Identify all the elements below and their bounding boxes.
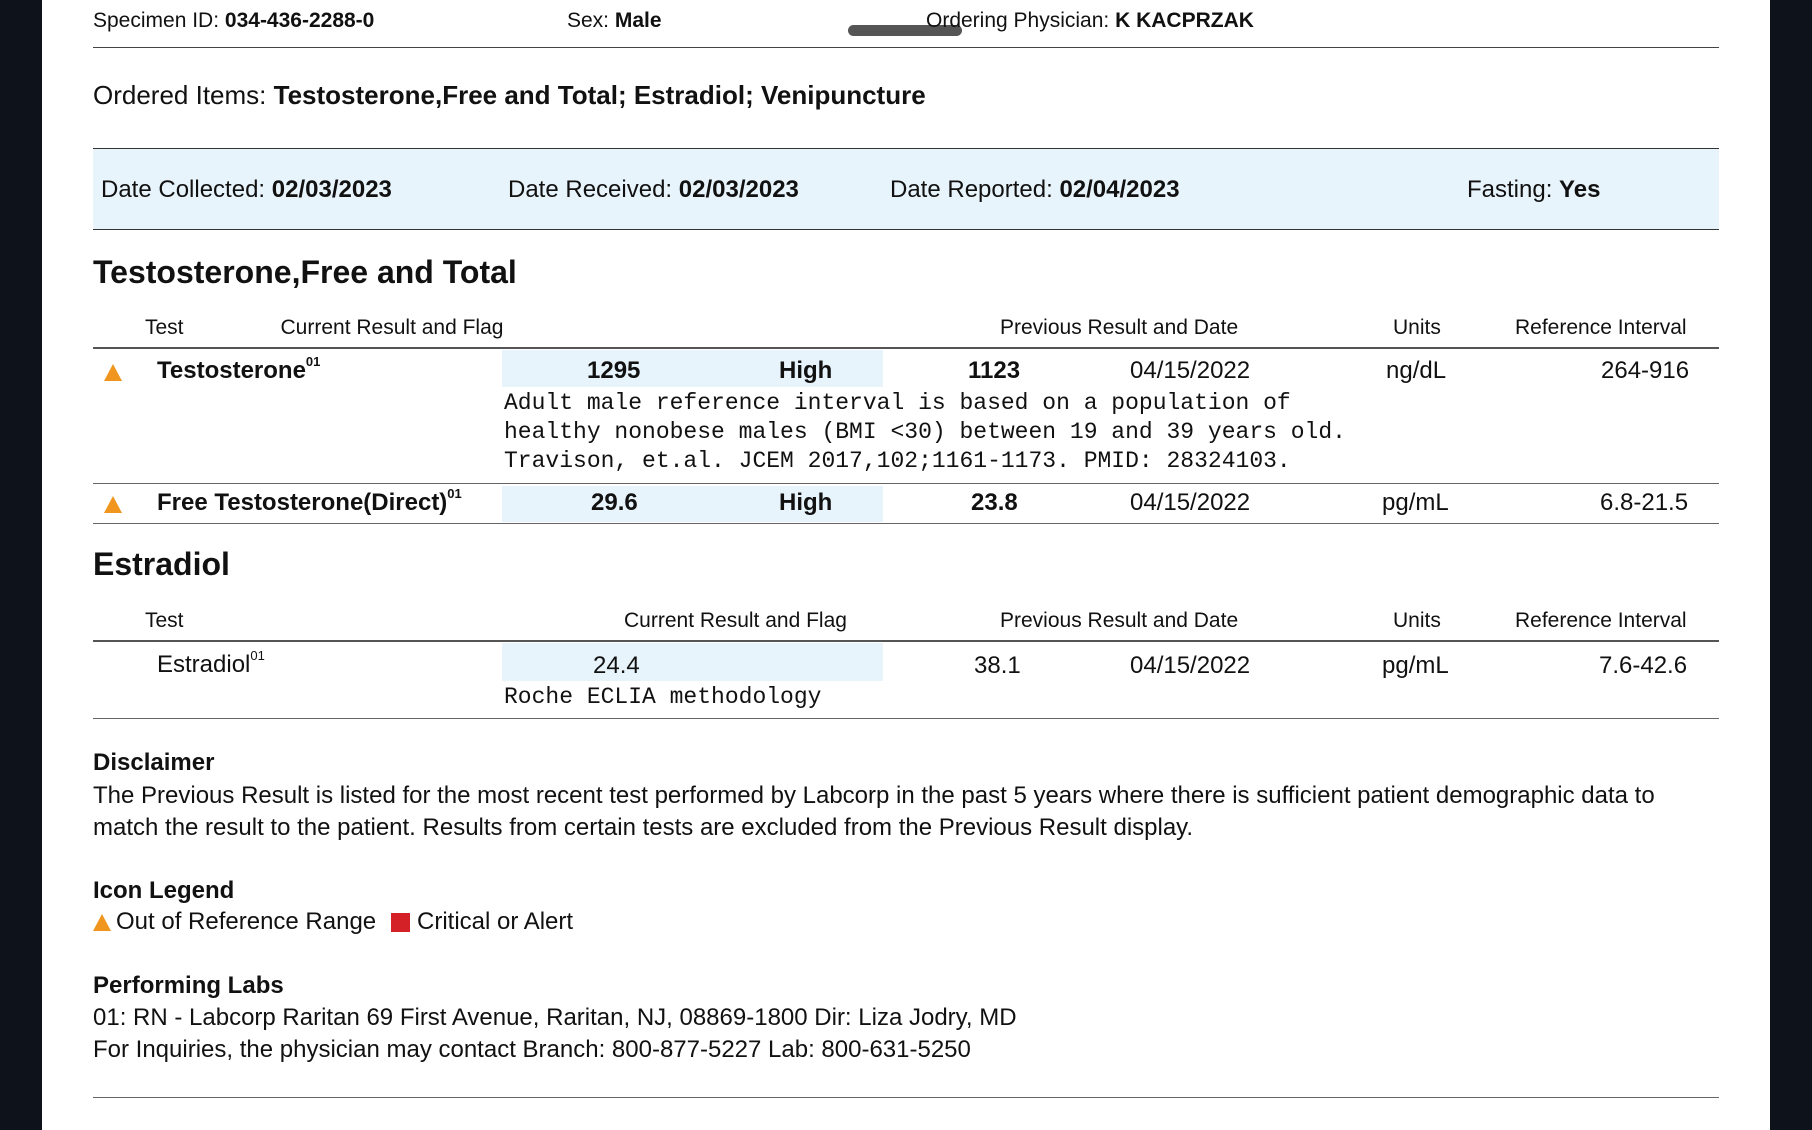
current-result: 29.6 — [591, 489, 638, 516]
reference-interval: 7.6-42.6 — [1599, 652, 1688, 679]
row-divider — [93, 718, 1719, 719]
date-collected: Date Collected: 02/03/2023 — [101, 176, 392, 203]
table-header-divider — [93, 347, 1719, 349]
col-current: Current Result and Flag — [280, 316, 504, 339]
ordering-physician-value: K KACPRZAK — [1115, 9, 1254, 32]
dates-bar — [93, 148, 1719, 230]
footer-divider — [93, 1097, 1719, 1098]
col-reference: Reference Interval — [1515, 316, 1687, 339]
col-current: Current Result and Flag — [624, 609, 847, 632]
section-title-testosterone: Testosterone,Free and Total — [93, 254, 517, 290]
reference-interval: 6.8-21.5 — [1600, 489, 1689, 516]
date-received: Date Received: 02/03/2023 — [508, 176, 799, 203]
performing-lab-line: 01: RN - Labcorp Raritan 69 First Avenue, Raritan, NJ, 08869-1800 Dir: Liza Jodry, MD — [93, 1004, 1017, 1031]
units: pg/mL — [1382, 489, 1449, 516]
date-reported: Date Reported: 02/04/2023 — [890, 176, 1180, 203]
test-name-free-testosterone: Free Testosterone(Direct)$^{01}$ — [157, 486, 462, 516]
result-flag: High — [779, 357, 833, 384]
out-of-range-legend-icon — [93, 914, 111, 931]
specimen-id-value: 034-436-2288-0 — [224, 9, 375, 32]
performing-labs-title: Performing Labs — [93, 972, 284, 999]
disclaimer-title: Disclaimer — [93, 749, 215, 776]
previous-date: 04/15/2022 — [1130, 652, 1251, 679]
section-title-estradiol: Estradiol — [93, 546, 230, 582]
result-comment-line: Travison, et.al. JCEM 2017,102;1161-1173. PMID: 28324103. — [504, 448, 1291, 474]
table-header-divider — [93, 640, 1719, 642]
reference-interval: 264-916 — [1601, 357, 1690, 384]
report-content — [93, 0, 1719, 1063]
current-result-shade — [502, 643, 883, 681]
out-of-range-icon — [104, 496, 122, 513]
sex: Sex: Male — [567, 9, 662, 32]
critical-alert-legend-icon — [391, 913, 410, 932]
current-result: 24.4 — [593, 652, 640, 679]
previous-result: 23.8 — [971, 489, 1018, 516]
previous-result: 38.1 — [974, 652, 1021, 679]
ordered-items: Ordered Items: Testosterone,Free and Total; Estradiol; Venipuncture — [93, 80, 926, 110]
test-name-estradiol: Estradiol$^{01}$ — [157, 648, 265, 678]
col-units: Units — [1393, 316, 1441, 339]
result-comment-line: Roche ECLIA methodology — [504, 684, 822, 710]
previous-date: 04/15/2022 — [1130, 489, 1251, 516]
disclaimer-text: The Previous Result is listed for the most recent test performed by Labcorp in the past 5 years where there is sufficient patient demographic data to match the result to the patient. Results from certain tests are excluded from the Previous Result display. — [93, 782, 1655, 841]
report-page — [42, 0, 1770, 1130]
fasting: Fasting: Yes — [1467, 176, 1601, 203]
specimen-id: Specimen ID: 034-436-2288-0 — [93, 9, 375, 32]
result-comment-line: Adult male reference interval is based on a population of — [504, 390, 1291, 416]
patient-header — [93, 0, 1719, 48]
col-units: Units — [1393, 609, 1441, 632]
col-previous: Previous Result and Date — [1000, 316, 1239, 339]
col-previous: Previous Result and Date — [1000, 609, 1239, 632]
units: ng/dL — [1386, 357, 1447, 384]
ordered-items-value: Testosterone,Free and Total; Estradiol; Venipuncture — [273, 80, 926, 110]
previous-result: 1123 — [968, 357, 1021, 384]
units: pg/mL — [1382, 652, 1449, 679]
sex-value: Male — [614, 9, 662, 32]
legend-out-of-range: Out of Reference Range — [116, 908, 377, 935]
row-divider — [93, 523, 1719, 524]
row-divider — [93, 483, 1719, 484]
current-result: 1295 — [587, 357, 641, 384]
inquiries-line: For Inquiries, the physician may contact Branch: 800-877-5227 Lab: 800-631-5250 — [93, 1036, 971, 1063]
test-name-testosterone: Testosterone$^{01}$ — [157, 354, 321, 384]
result-comment-line: healthy nonobese males (BMI <30) between 19 and 39 years old. — [504, 419, 1346, 445]
previous-date: 04/15/2022 — [1130, 357, 1251, 384]
col-test: Test — [145, 609, 184, 632]
col-test: Test — [145, 316, 184, 339]
result-flag: High — [779, 489, 833, 516]
legend-critical: Critical or Alert — [417, 908, 574, 935]
legend-title: Icon Legend — [93, 877, 235, 904]
out-of-range-icon — [104, 364, 122, 381]
col-reference: Reference Interval — [1515, 609, 1687, 632]
ordering-physician: Ordering Physician: K KACPRZAK — [926, 9, 1254, 32]
